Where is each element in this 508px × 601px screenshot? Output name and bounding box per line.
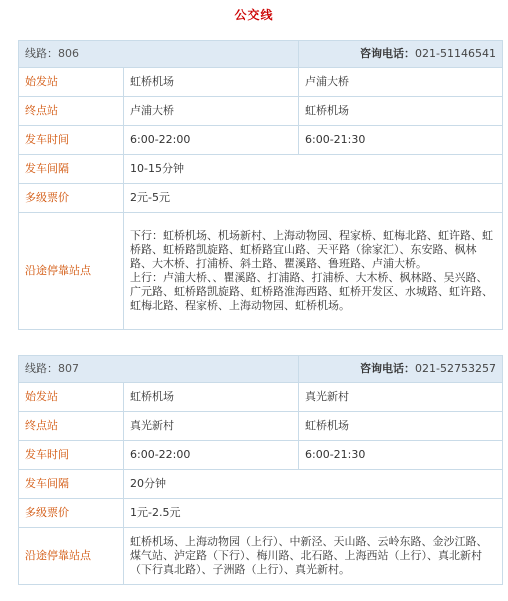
end-station-row: [19, 412, 503, 441]
interval-row: [19, 155, 503, 184]
end-station-b: 虹桥机场: [299, 97, 503, 126]
phone-number: 021-51146541: [415, 47, 496, 60]
fare-label: 多级票价: [19, 499, 124, 528]
phone-label: 咨询电话：: [360, 47, 416, 60]
start-station-a: 虹桥机场: [124, 68, 299, 97]
stops-list: [124, 213, 503, 330]
start-station-a: 虹桥机场: [124, 383, 299, 412]
start-station-label: 始发站: [19, 68, 124, 97]
interval-label: 发车间隔: [19, 155, 124, 184]
fare-value: 1元-2.5元: [124, 499, 503, 528]
stops-label: 沿途停靠站点: [19, 528, 124, 585]
line-number: 807: [58, 362, 79, 375]
departure-time-b: 6:00-21:30: [299, 126, 503, 155]
departure-time-a: 6:00-22:00: [124, 126, 299, 155]
line-cell: [19, 356, 299, 383]
departure-time-label: 发车时间: [19, 441, 124, 470]
start-station-row: [19, 68, 503, 97]
departure-time-b: 6:00-21:30: [299, 441, 503, 470]
phone-label: 咨询电话：: [360, 362, 416, 375]
route-table-807: [18, 355, 503, 585]
fare-row: [19, 184, 503, 213]
line-label: 线路：: [25, 362, 58, 375]
line-number: 806: [58, 47, 79, 60]
start-station-b: 卢浦大桥: [299, 68, 503, 97]
page-title: 公交线: [234, 8, 274, 22]
start-station-label: 始发站: [19, 383, 124, 412]
stops-down: 下行：虹桥机场、机场新村、上海动物园、程家桥、虹梅北路、虹许路、虹桥路、虹桥路凯旋路、虹桥路宜山路、天平路（徐家汇）、东安路、枫林路、大木桥、打浦桥、斜土路、瞿溪路、鲁班路、卢浦大桥。: [130, 229, 493, 270]
departure-time-label: 发车时间: [19, 126, 124, 155]
end-station-a: 卢浦大桥: [124, 97, 299, 126]
stops-label: 沿途停靠站点: [19, 213, 124, 330]
interval-value: 20分钟: [124, 470, 503, 499]
phone-cell: [299, 41, 503, 68]
line-label: 线路：: [25, 47, 58, 60]
stops-row: [19, 528, 503, 585]
departure-time-row: [19, 126, 503, 155]
fare-label: 多级票价: [19, 184, 124, 213]
end-station-b: 虹桥机场: [299, 412, 503, 441]
fare-row: [19, 499, 503, 528]
stops-up: 上行：卢浦大桥、、瞿溪路、打浦路、打浦桥、大木桥、枫林路、吴兴路、广元路、虹桥路凯旋路、虹桥路淮海西路、虹桥开发区、水城路、虹许路、虹梅北路、程家桥、上海动物园、虹桥机场。: [130, 271, 493, 312]
phone-number: 021-52753257: [415, 362, 496, 375]
route-header: [19, 356, 503, 383]
end-station-row: [19, 97, 503, 126]
end-station-label: 终点站: [19, 97, 124, 126]
interval-value: 10-15分钟: [124, 155, 503, 184]
end-station-label: 终点站: [19, 412, 124, 441]
phone-cell: [299, 356, 503, 383]
departure-time-row: [19, 441, 503, 470]
stops-list: 虹桥机场、上海动物园（上行）、中新泾、天山路、云岭东路、金沙江路、煤气站、泸定路（下行）、梅川路、北石路、上海西站（上行）、真北新村（下行真北路）、子洲路（上行）、真光新村。: [124, 528, 503, 585]
end-station-a: 真光新村: [124, 412, 299, 441]
route-header: [19, 41, 503, 68]
stops-row: [19, 213, 503, 330]
start-station-b: 真光新村: [299, 383, 503, 412]
line-cell: [19, 41, 299, 68]
start-station-row: [19, 383, 503, 412]
departure-time-a: 6:00-22:00: [124, 441, 299, 470]
interval-label: 发车间隔: [19, 470, 124, 499]
fare-value: 2元-5元: [124, 184, 503, 213]
interval-row: [19, 470, 503, 499]
route-table-806: [18, 40, 503, 330]
